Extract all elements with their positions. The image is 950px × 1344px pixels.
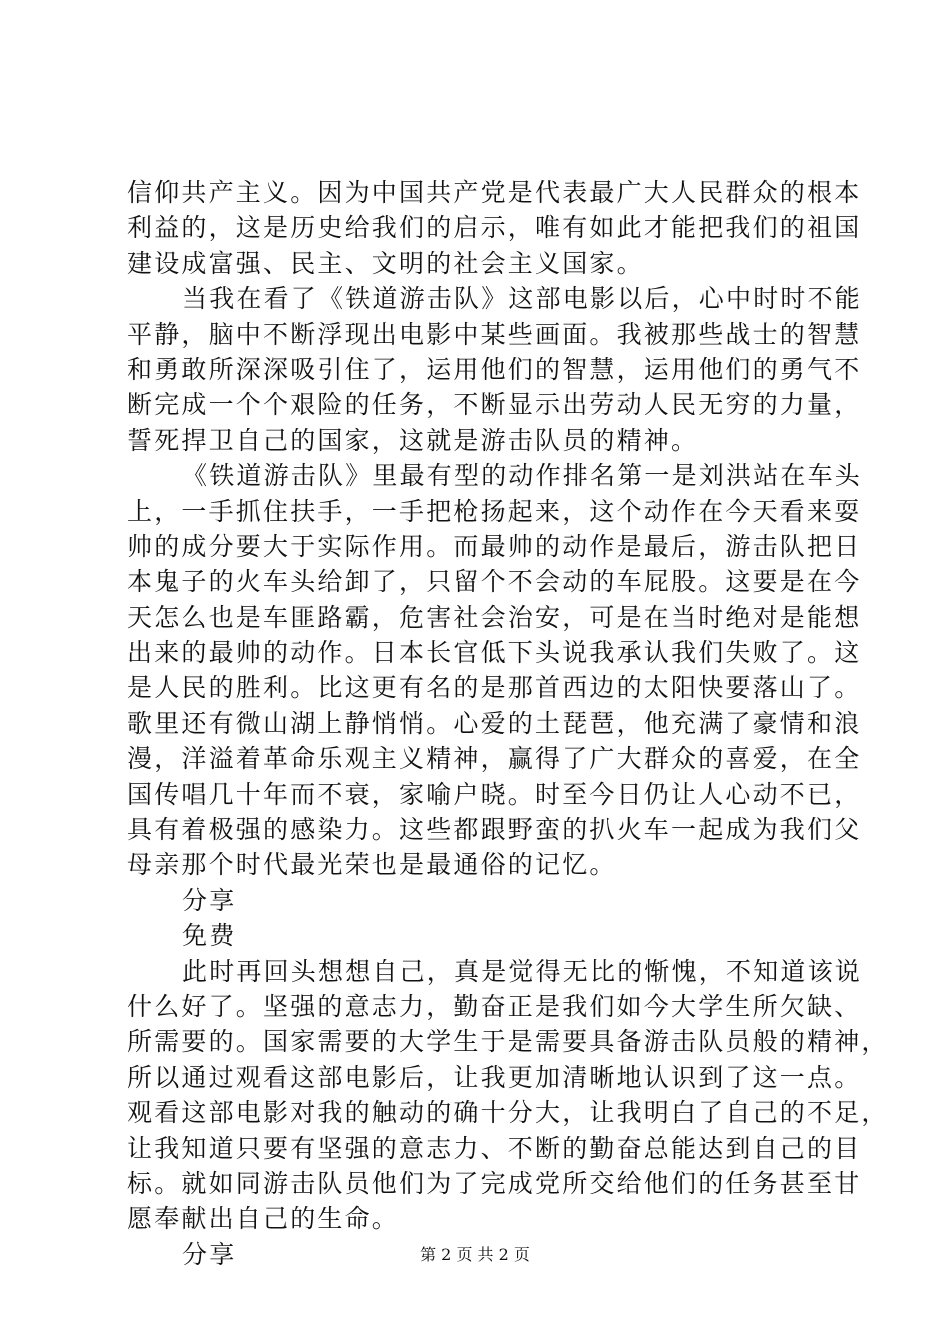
text-line: 此时再回头想想自己，真是觉得无比的惭愧，不知道该说 bbox=[182, 956, 863, 986]
text-line: 誓死捍卫自己的国家，这就是游击队员的精神。 bbox=[127, 425, 699, 455]
text-line: 和勇敢所深深吸引住了，运用他们的智慧，运用他们的勇气不 bbox=[127, 354, 862, 384]
text-line: 所以通过观看这部电影后，让我更加清晰地认识到了这一点。 bbox=[127, 1062, 862, 1092]
page-footer: 第 2 页 共 2 页 bbox=[420, 1245, 530, 1264]
text-line: 出来的最帅的动作。日本长官低下头说我承认我们失败了。这 bbox=[127, 638, 862, 668]
text-line: 断完成一个个艰险的任务，不断显示出劳动人民无穷的力量， bbox=[127, 390, 862, 420]
text-line: 母亲那个时代最光荣也是最通俗的记忆。 bbox=[127, 850, 617, 880]
text-line: 信仰共产主义。因为中国共产党是代表最广大人民群众的根本 bbox=[127, 178, 862, 207]
text-line: 漫，洋溢着革命乐观主义精神，赢得了广大群众的喜爱，在全 bbox=[127, 744, 862, 774]
text-line: 本鬼子的火车头给卸了，只留个不会动的车屁股。这要是在今 bbox=[127, 567, 862, 597]
text-line: 是人民的胜利。比这更有名的是那首西边的太阳快要落山了。 bbox=[127, 673, 862, 703]
text-line: 分享 bbox=[182, 1239, 237, 1269]
text-line: 歌里还有微山湖上静悄悄。心爱的土琵琶，他充满了豪情和浪 bbox=[127, 708, 862, 738]
text-line: 免费 bbox=[182, 921, 237, 951]
document-body bbox=[127, 175, 889, 1272]
text-line: 建设成富强、民主、文明的社会主义国家。 bbox=[127, 248, 644, 278]
text-line: 当我在看了《铁道游击队》这部电影以后，心中时时不能 bbox=[182, 284, 863, 314]
text-line: 《铁道游击队》里最有型的动作排名第一是刘洪站在车头 bbox=[182, 461, 863, 491]
text-line: 平静，脑中不断浮现出电影中某些画面。我被那些战士的智慧 bbox=[127, 319, 862, 349]
text-line: 让我知道只要有坚强的意志力、不断的勤奋总能达到自己的目 bbox=[127, 1133, 862, 1163]
text-line: 国传唱几十年而不衰，家喻户晓。时至今日仍让人心动不已， bbox=[127, 779, 862, 809]
text-line: 帅的成分要大于实际作用。而最帅的动作是最后，游击队把日 bbox=[127, 531, 862, 561]
text-line: 具有着极强的感染力。这些都跟野蛮的扒火车一起成为我们父 bbox=[127, 815, 862, 845]
text-line: 分享 bbox=[182, 885, 237, 915]
text-line: 愿奉献出自己的生命。 bbox=[127, 1204, 400, 1234]
text-line: 什么好了。坚强的意志力，勤奋正是我们如今大学生所欠缺、 bbox=[127, 991, 862, 1021]
text-line: 天怎么也是车匪路霸，危害社会治安，可是在当时绝对是能想 bbox=[127, 602, 862, 632]
text-line: 标。就如同游击队员他们为了完成党所交给他们的任务甚至甘 bbox=[127, 1168, 862, 1198]
text-line: 所需要的。国家需要的大学生于是需要具备游击队员般的精神， bbox=[127, 1027, 889, 1057]
text-line: 利益的，这是历史给我们的启示，唯有如此才能把我们的祖国 bbox=[127, 213, 862, 243]
text-line: 上，一手抓住扶手，一手把枪扬起来，这个动作在今天看来耍 bbox=[127, 496, 862, 526]
text-line: 观看这部电影对我的触动的确十分大，让我明白了自己的不足， bbox=[127, 1098, 889, 1128]
